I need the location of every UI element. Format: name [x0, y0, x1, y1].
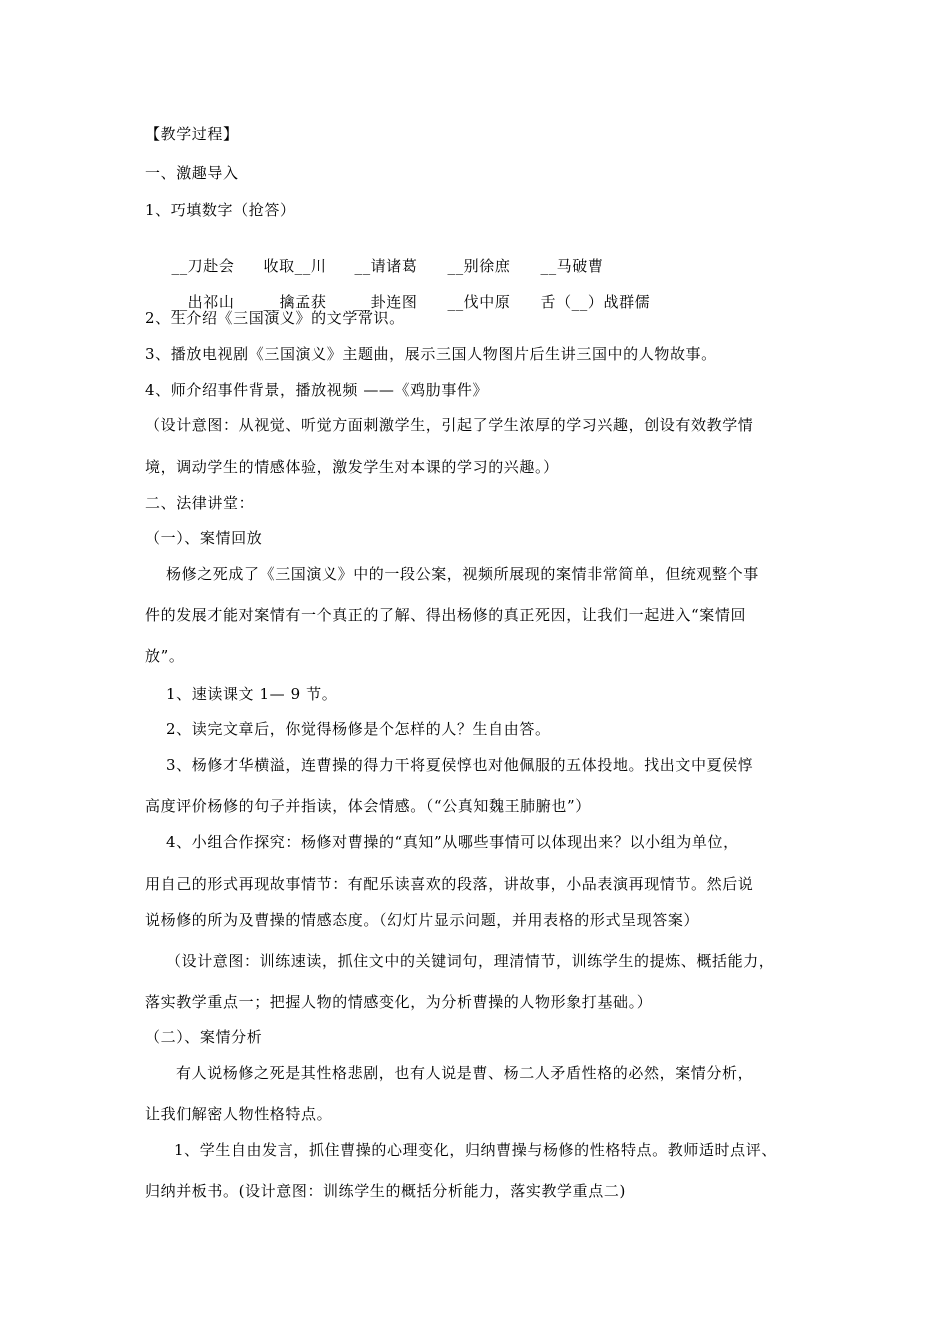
step-1-text: 1、速读课文 1— 9 节。	[166, 685, 338, 703]
design-intent-2-line-1: （设计意图：训练速读，抓住文中的关键词句，理清情节，训练学生的提炼、概括能力，	[166, 952, 775, 970]
blank-phrase: 收取__川	[263, 257, 327, 275]
blank-phrase: __请诸葛	[354, 257, 418, 275]
paragraph-1-line-2: 件的发展才能对案情有一个真正的了解、得出杨修的真正死因，让我们一起进入“案情回	[145, 606, 747, 624]
blank-phrase: __擒孟获	[263, 293, 327, 311]
subsection-1-title: （一）、案情回放	[145, 529, 263, 547]
design-intent-1-line-2: 境，调动学生的情感体验，激发学生对本课的学习的兴趣。）	[145, 458, 559, 476]
paragraph-2-line-2: 让我们解密人物性格特点。	[145, 1105, 333, 1123]
blank-phrase: __别徐庶	[447, 257, 511, 275]
section-2-title: 二、法律讲堂：	[145, 494, 255, 512]
section-1-title: 一、激趣导入	[145, 164, 239, 182]
blank-phrase: __伐中原	[447, 293, 511, 311]
item-3-text: 3、播放电视剧《三国演义》主题曲，展示三国人物图片后生讲三国中的人物故事。	[145, 345, 717, 363]
subsection-2-title: （二）、案情分析	[145, 1028, 263, 1046]
step-4-line-1: 4、小组合作探究：杨修对曹操的“真知”从哪些事情可以体现出来？以小组为单位，	[166, 833, 739, 851]
blank-phrase: __马破曹	[540, 257, 604, 275]
task-1-line-1: 1、学生自由发言，抓住曹操的心理变化，归纳曹操与杨修的性格特点。教师适时点评、	[174, 1141, 777, 1159]
blank-phrase: __刀赴会	[171, 257, 235, 275]
teaching-process-heading: 【教学过程】	[145, 125, 239, 143]
blank-phrase: 舌（__）战群儒	[540, 293, 651, 311]
paragraph-1-line-1: 杨修之死成了《三国演义》中的一段公案，视频所展现的案情非常简单，但统观整个事	[166, 565, 759, 583]
step-4-line-2: 用自己的形式再现故事情节：有配乐读喜欢的段落，讲故事，小品表演再现情节。然后说	[145, 875, 754, 893]
step-3-line-2: 高度评价杨修的句子并指读，体会情感。（“公真知魏王肺腑也”）	[145, 797, 591, 815]
design-intent-2-line-2: 落实教学重点一；把握人物的情感变化，为分析曹操的人物形象打基础。）	[145, 993, 653, 1011]
paragraph-2-line-1: 有人说杨修之死是其性格悲剧，也有人说是曹、杨二人矛盾性格的必然，案情分析，	[176, 1064, 754, 1082]
step-4-line-3: 说杨修的所为及曹操的情感态度。（幻灯片显示问题，并用表格的形式呈现答案）	[145, 911, 700, 929]
paragraph-1-line-3: 放”。	[145, 647, 185, 665]
item-2-text: 2、生介绍《三国演义》的文学常识。	[145, 309, 405, 327]
design-intent-1-line-1: （设计意图：从视觉、听觉方面刺激学生，引起了学生浓厚的学习兴趣，创设有效教学情	[145, 416, 754, 434]
item-1-text: 1、巧填数字（抢答）	[145, 201, 296, 219]
task-1-line-2: 归纳并板书。(设计意图：训练学生的概括分析能力，落实教学重点二)	[145, 1182, 626, 1200]
item-4-text: 4、师介绍事件背景，播放视频 ——《鸡肋事件》	[145, 381, 489, 399]
step-2-text: 2、读完文章后，你觉得杨修是个怎样的人？生自由答。	[166, 720, 551, 738]
step-3-line-1: 3、杨修才华横溢，连曹操的得力干将夏侯惇也对他佩服的五体投地。找出文中夏侯惇	[166, 756, 754, 774]
blank-phrase: __卦连图	[354, 293, 418, 311]
blank-phrase: __出祁山	[171, 293, 235, 311]
